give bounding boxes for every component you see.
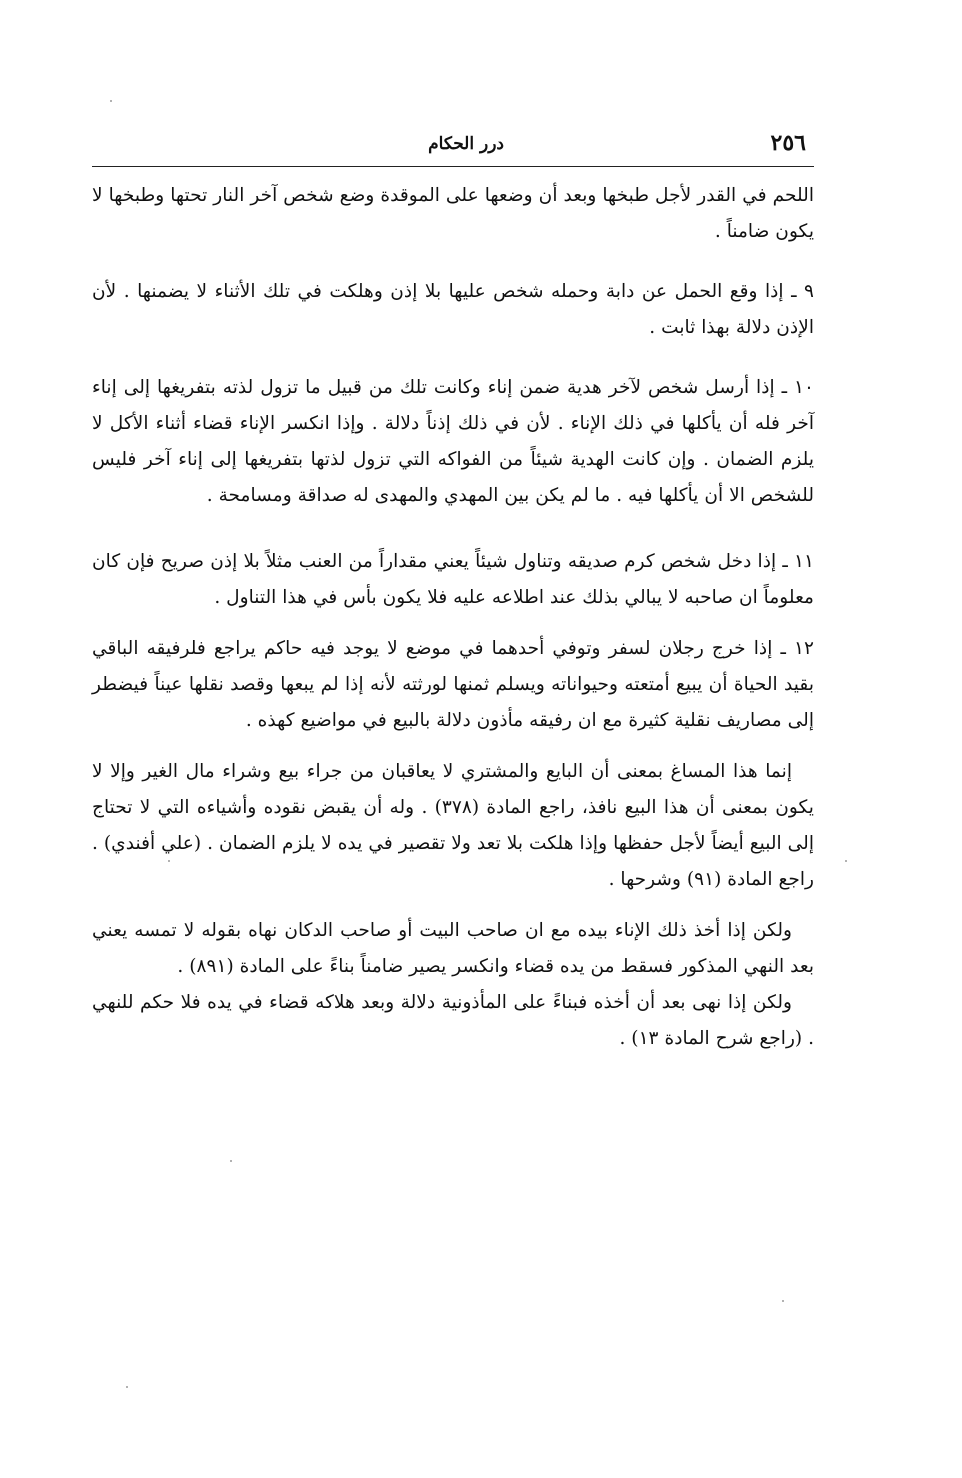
paragraph-however-1: ولكن إذا أخذ ذلك الإناء بيده مع ان صاحب البيت أو صاحب الدكان نهاه بقوله لا تمسه يعني بعد النهي المذكور فسقط من يده قضاء وانكسر يصير ضامناً بناءً على المادة (٨٩١) . xyxy=(92,920,814,977)
paragraph-however-2: ولكن إذا نهى بعد أن أخذه فبناءً على المأذونية دلالة وبعد هلاكه قضاء في يده فلا حكم للنهي . (راجع شرح المادة ١٣) . xyxy=(92,992,814,1049)
page-number: ٢٥٦ xyxy=(770,130,806,156)
scan-speck xyxy=(110,100,112,102)
running-title: درر الحكام xyxy=(428,134,504,154)
scan-speck xyxy=(126,1386,128,1388)
paragraph-continuation: اللحم في القدر لأجل طبخها وبعد أن وضعها على الموقدة وضع شخص آخر النار تحتها وطبخها لا يكون ضامناً . xyxy=(92,185,814,242)
paragraph-item-10: ١٠ ـ إذا أرسل شخص لآخر هدية ضمن إناء وكانت تلك من قبيل ما تزول لذته بتفريغها إلى إناء آخر فله أن يأكلها في ذلك الإناء . لأن في ذلك إذناً دلالة . وإذا انكسر الإناء قضاء أثناء الأكل لا يلزم الضمان . وإن كانت الهدية شيئاً من الفواكه التي تزول لذتها بتفريغها إلى إناء آخر فليس للشخص الا أن يأكلها فيه . ما لم يكن بين المهدي والمهدى له صداقة ومسامحة . xyxy=(92,377,814,506)
page-header xyxy=(92,128,814,167)
paragraph-item-9: ٩ ـ إذا وقع الحمل عن دابة وحمله شخص عليها بلا إذن وهلكت في تلك الأثناء لا يضمنها . لأن الإذن دلالة بهذا ثابت . xyxy=(92,281,814,338)
scan-speck xyxy=(168,860,170,862)
scan-speck xyxy=(845,860,847,862)
scan-speck xyxy=(230,1160,232,1162)
scan-speck xyxy=(782,1300,784,1302)
paragraph-note: إنما هذا المساغ بمعنى أن البايع والمشتري لا يعاقبان من جراء بيع وشراء مال الغير وإلا لا يكون بمعنى أن هذا البيع نافذ، راجع المادة (٣٧٨) . وله أن يقبض نقوده وأشياءه التي لا تحتاج إلى البيع أيضاً لأجل حفظها وإذا هلكت بلا تعد ولا تقصير في يده لا يلزم الضمان . (علي أفندي) . راجع المادة (٩١) وشرحها . xyxy=(92,761,814,890)
paragraph-item-12: ١٢ ـ إذا خرج رجلان لسفر وتوفي أحدهما في موضع لا يوجد فيه حاكم يراجع فلرفيقه الباقي بقيد الحياة أن يبيع أمتعته وحيواناته ويسلم ثمنها لورثته لأنه إذا لم يبعها وقصد نقلها عيناً فيضطر إلى مصاريف نقلية كثيرة مع ان رفيقه مأذون دلالة بالبيع في مواضيع كهذه . xyxy=(92,638,814,731)
paragraph-item-11: ١١ ـ إذا دخل شخص كرم صديقه وتناول شيئاً يعني مقداراً من العنب مثلاً بلا إذن صريح فإن كان معلوماً ان صاحبه لا يبالي بذلك عند اطلاعه عليه فلا يكون بأس في هذا التناول . xyxy=(92,551,814,608)
body-text xyxy=(92,178,814,1057)
